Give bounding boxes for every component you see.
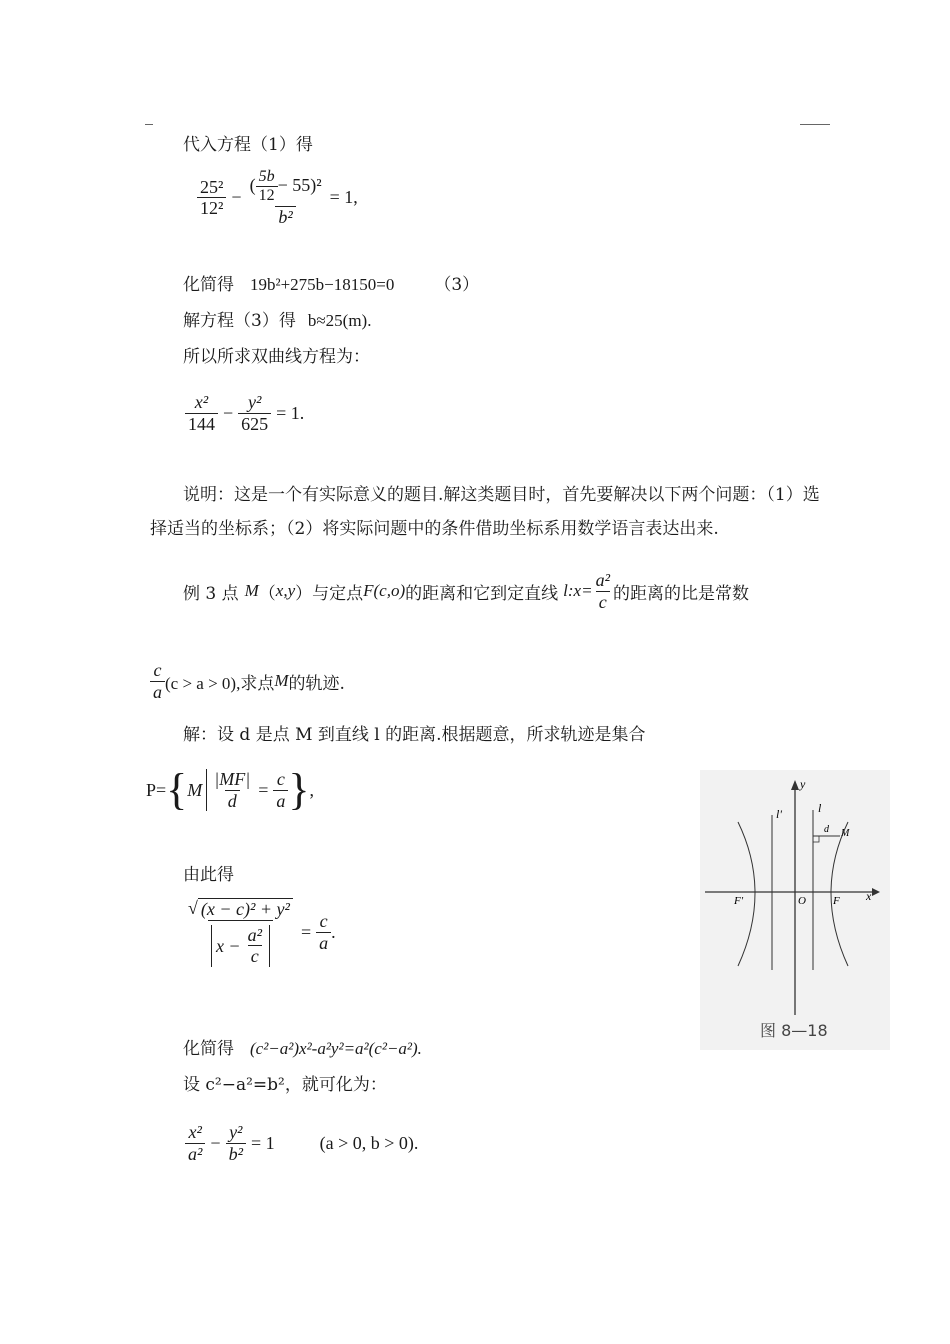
equation-1: $\frac{\text{25²}}{\text{12²}}$ − ( $\frac{5b}{12}$ − 55)² b² = 1, (197, 168, 363, 227)
label-x: x (866, 889, 872, 903)
header-rule-left (145, 124, 153, 125)
note-line-2: 择适当的坐标系；（2）将实际问题中的条件借助坐标系用数学语言表达出来. (150, 519, 719, 539)
text-set-b: 设 c²−a²=b²，就可化为： (183, 1075, 387, 1095)
hyperbola-right-branch (831, 822, 848, 966)
hyperbola-diagram (700, 770, 890, 1050)
hyperbola-left-branch (738, 822, 755, 966)
text-simplify-2: 化简得 (c²−a²)x²-a²y²=a²(c²−a²). (183, 1039, 422, 1059)
text-hyperbola-eq: 所以所求双曲线方程为： (183, 347, 370, 367)
x-axis-arrow (872, 888, 880, 896)
text-substitute: 代入方程（1）得 (183, 135, 313, 155)
figure-caption: 图 8—18 (760, 1021, 828, 1040)
example-3-line: 例 3 点 M （ x,y ）与定点 F(c,o) 的距离和它到定直线 l:x= $\frac{\text{a²}}{c}$ 的距离的比是常数 (183, 570, 749, 612)
label-M: M (841, 828, 850, 839)
label-y: y (800, 777, 806, 791)
text-from-this: 由此得 (183, 865, 234, 885)
example-3-condition: $\frac{c}{a}$ (c > a > 0),求点 M 的轨迹. (150, 660, 345, 702)
text-simplify-1: 化简得 19b²+275b−18150=0 （3） (183, 275, 480, 295)
equation-standard-hyperbola: $\frac{\text{x²}}{\text{a²}}$ − $\frac{\text{y²}}{\text{b²}}$ = 1 (a > 0, b > 0). (185, 1122, 418, 1164)
solution-line: 解：设 d 是点 M 到直线 l 的距离.根据题意，所求轨迹是集合 (183, 725, 646, 745)
header-rule-right (800, 124, 830, 125)
right-angle-mark (813, 836, 819, 842)
y-axis-arrow (791, 780, 799, 790)
figure-8-18 (700, 770, 890, 1050)
label-directrix-left: l' (776, 807, 782, 821)
label-directrix: l (818, 801, 822, 815)
note-line-1: 说明：这是一个有实际意义的题目.解这类题目时，首先要解决以下两个问题：（1）选 (183, 485, 820, 505)
label-d: d (824, 824, 829, 835)
equation-ratio: √ (x − c)² + y² x − $\frac{\text{a²}}{c}$ = $\frac{c}{a}$ . (188, 898, 336, 967)
label-focus-left: F' (734, 895, 744, 907)
equation-2: $\frac{\text{x²}}{144}$ − $\frac{\text{y²}}{625}$ = 1. (185, 392, 309, 434)
label-origin: O (798, 895, 806, 907)
equation-set-p: P= { M $\frac{|MF|}{d}$ = $\frac{c}{a}$ } , (146, 765, 314, 814)
label-focus: F (833, 895, 840, 907)
text-solve-eq3: 解方程（3）得 b≈25(m). (183, 311, 372, 331)
